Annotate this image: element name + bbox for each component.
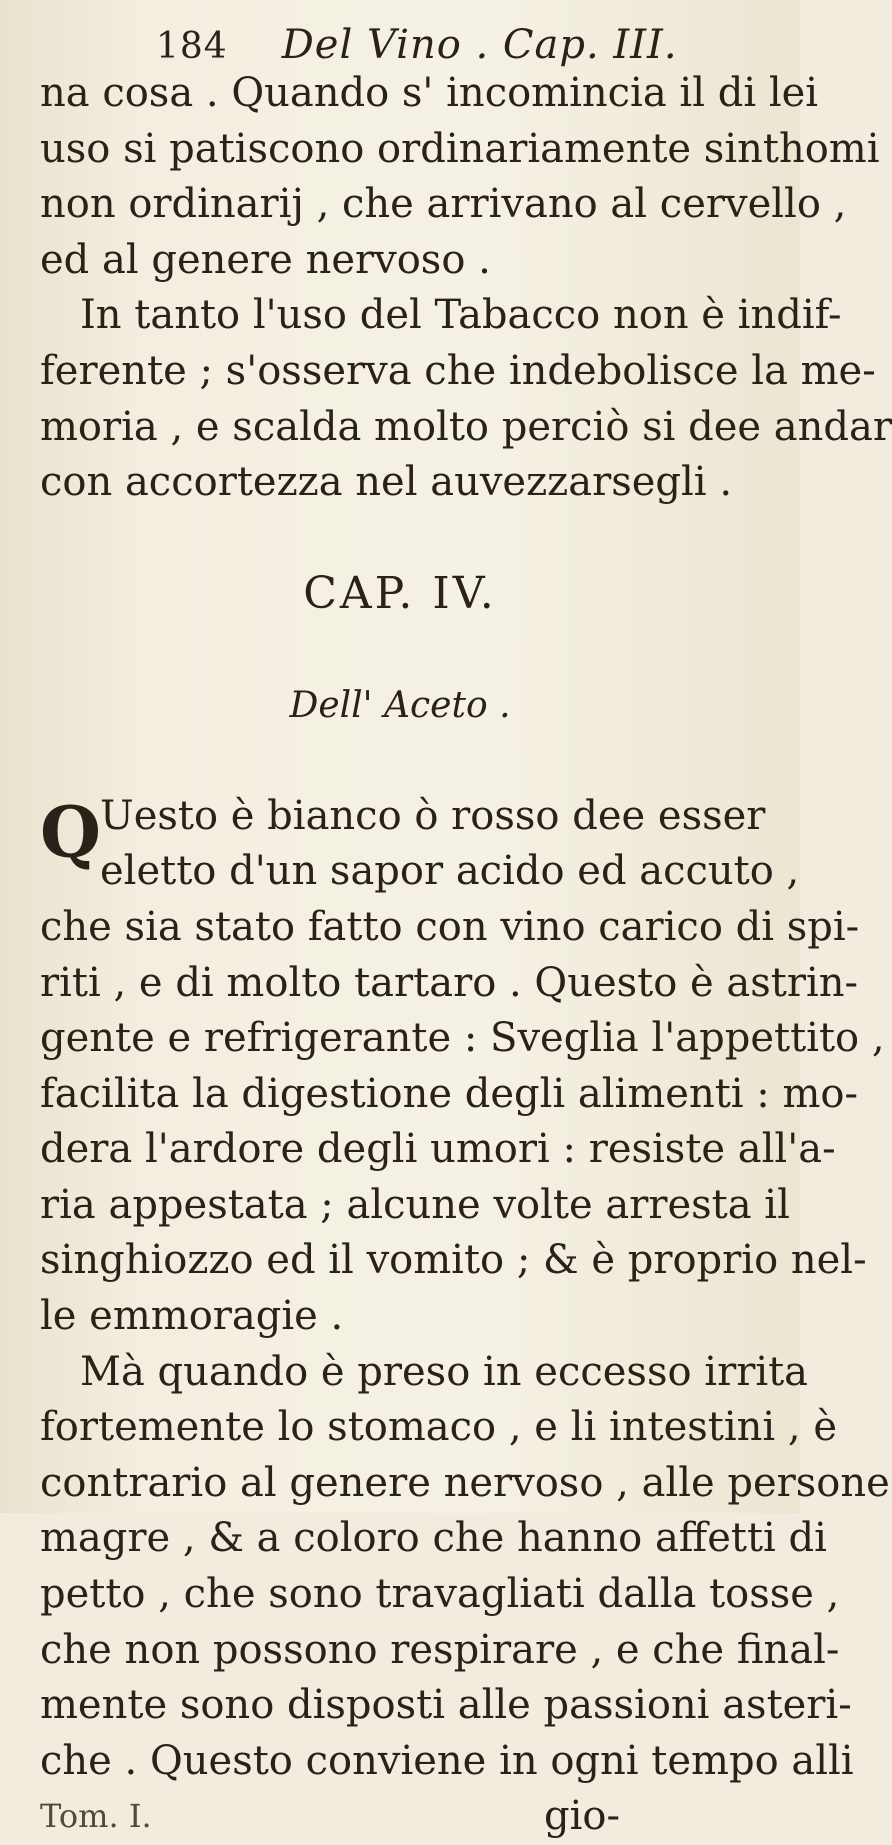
text-line: moria , e scalda molto perciò si dee andar [40, 403, 892, 450]
faint-show-through-line [40, 733, 760, 789]
chapter-subheading: Dell' Aceto . [289, 684, 511, 726]
text-line: contrario al genere nervoso , alle persone [40, 1459, 890, 1506]
text-line: non ordinarij , che arrivano al cervello , [40, 181, 847, 228]
text-line: Mà quando è preso in eccesso irrita [80, 1348, 809, 1395]
body-text [40, 66, 892, 1845]
text-line: ed al genere nervoso . [40, 236, 491, 283]
chapter-heading: CAP. IV. [303, 568, 497, 620]
text-line: uso si patiscono ordinariamente sinthomi [40, 125, 880, 172]
text-line: singhiozzo ed il vomito ; & è proprio nel- [40, 1237, 867, 1284]
page-number: 184 [156, 26, 228, 67]
text-line: Uesto è bianco ò rosso dee esser [100, 792, 766, 839]
text-line: che sia stato fatto con vino carico di spi- [40, 903, 860, 950]
page-footer [40, 1789, 760, 1845]
text-line: che non possono respirare , e che final- [40, 1626, 840, 1673]
text-line: con accortezza nel auvezzarsegli . [40, 459, 733, 506]
faint-show-through-line [40, 622, 760, 678]
text-line: ria appestata ; alcune volte arresta il [40, 1181, 790, 1228]
page-header [40, 22, 760, 66]
text-line: In tanto l'uso del Tabacco non è indif- [80, 292, 842, 339]
text-line: riti , e di molto tartaro . Questo è astrin- [40, 959, 859, 1006]
text-line: fortemente lo stomaco , e li intestini , è [40, 1404, 838, 1451]
text-line: eletto d'un sapor acido ed accuto , [100, 848, 800, 895]
text-line: magre , & a coloro che hanno affetti di [40, 1515, 827, 1562]
text-line: ferente ; s'osserva che indebolisce la me- [40, 347, 876, 394]
faint-show-through-line [40, 511, 760, 567]
text-line: le emmoragie . [40, 1293, 344, 1340]
text-line: na cosa . Quando s' incomincia il di lei [40, 70, 819, 116]
dropcap-paragraph-line [40, 844, 800, 900]
text-line: mente sono disposti alle passioni asteri- [40, 1682, 852, 1729]
text-line: petto , che sono travagliati dalla tosse , [40, 1571, 840, 1618]
text-line: facilita la digestione degli alimenti : mo- [40, 1070, 859, 1117]
running-title: Del Vino . Cap. III. [281, 22, 678, 68]
catchword: gio- [544, 1793, 620, 1840]
text-line: dera l'ardore degli umori : resiste all'a- [40, 1126, 836, 1173]
signature-mark: Tom. I. [40, 1797, 152, 1836]
text-line: che . Questo conviene in ogni tempo alli [40, 1737, 854, 1784]
drop-capital: Q [40, 790, 101, 874]
text-line: gente e refrigerante : Sveglia l'appettito , [40, 1015, 885, 1062]
